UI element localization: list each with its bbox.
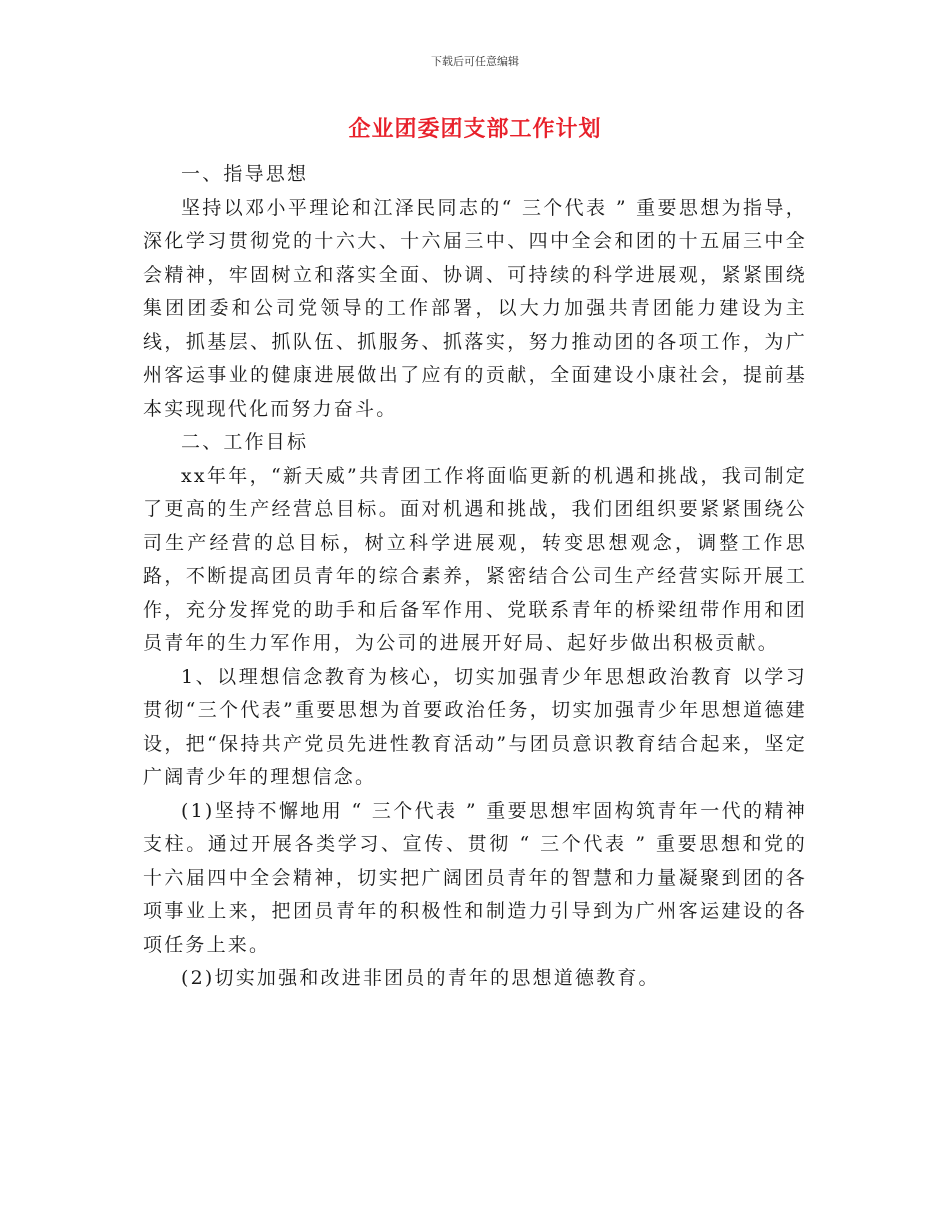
section-heading-guiding-ideology: 一、指导思想: [181, 163, 309, 185]
document-body: [143, 158, 807, 996]
paragraph-item-1-sub-2: (2)切实加强和改进非团员的青年的思想道德教育。: [181, 967, 660, 989]
paragraph-item-1: 1、以理想信念教育为核心，切实加强青少年思想政治教育 以学习贯彻“三个代表”重要思想为首要政治任务，切实加强青少年思想道德建设，把“保持共产党员先进性教育活动”与团员意识教育结合起来，坚定广阔青少年的理想信念。: [143, 665, 807, 788]
document-title: 企业团委团支部工作计划: [348, 117, 602, 142]
header-note: 下载后可任意编辑: [431, 55, 519, 68]
paragraph-item-1-sub-1: (1)坚持不懈地用 “ 三个代表 ” 重要思想牢固构筑青年一代的精神支柱。通过开展各类学习、宣传、贯彻 “ 三个代表 ” 重要思想和党的十六届四中全会精神，切实把广阔团员青年的智慧和力量凝聚到团的各项事业上来，把团员青年的积极性和制造力引导到为广州客运建设的各项任务上来。: [143, 799, 807, 956]
section-heading-work-goals: 二、工作目标: [181, 431, 309, 453]
paragraph-guiding-ideology: 坚持以邓小平理论和江泽民同志的“ 三个代表 ” 重要思想为指导，深化学习贯彻党的十六大、十六届三中、四中全会和团的十五届三中全会精神，牢固树立和落实全面、协调、可持续的科学进展观，紧紧围绕集团团委和公司党领导的工作部署，以大力加强共青团能力建设为主线，抓基层、抓队伍、抓服务、抓落实，努力推动团的各项工作，为广州客运事业的健康进展做出了应有的贡献，全面建设小康社会，提前基本实现现代化而努力奋斗。: [143, 196, 807, 420]
paragraph-work-goals: xx年年，“新天威”共青团工作将面临更新的机遇和挑战，我司制定了更高的生产经营总目标。面对机遇和挑战，我们团组织要紧紧围绕公司生产经营的总目标，树立科学进展观，转变思想观念，调整工作思路，不断提高团员青年的综合素养，紧密结合公司生产经营实际开展工作，充分发挥党的助手和后备军作用、党联系青年的桥梁纽带作用和团员青年的生力军作用，为公司的进展开好局、起好步做出积极贡献。: [143, 464, 807, 654]
